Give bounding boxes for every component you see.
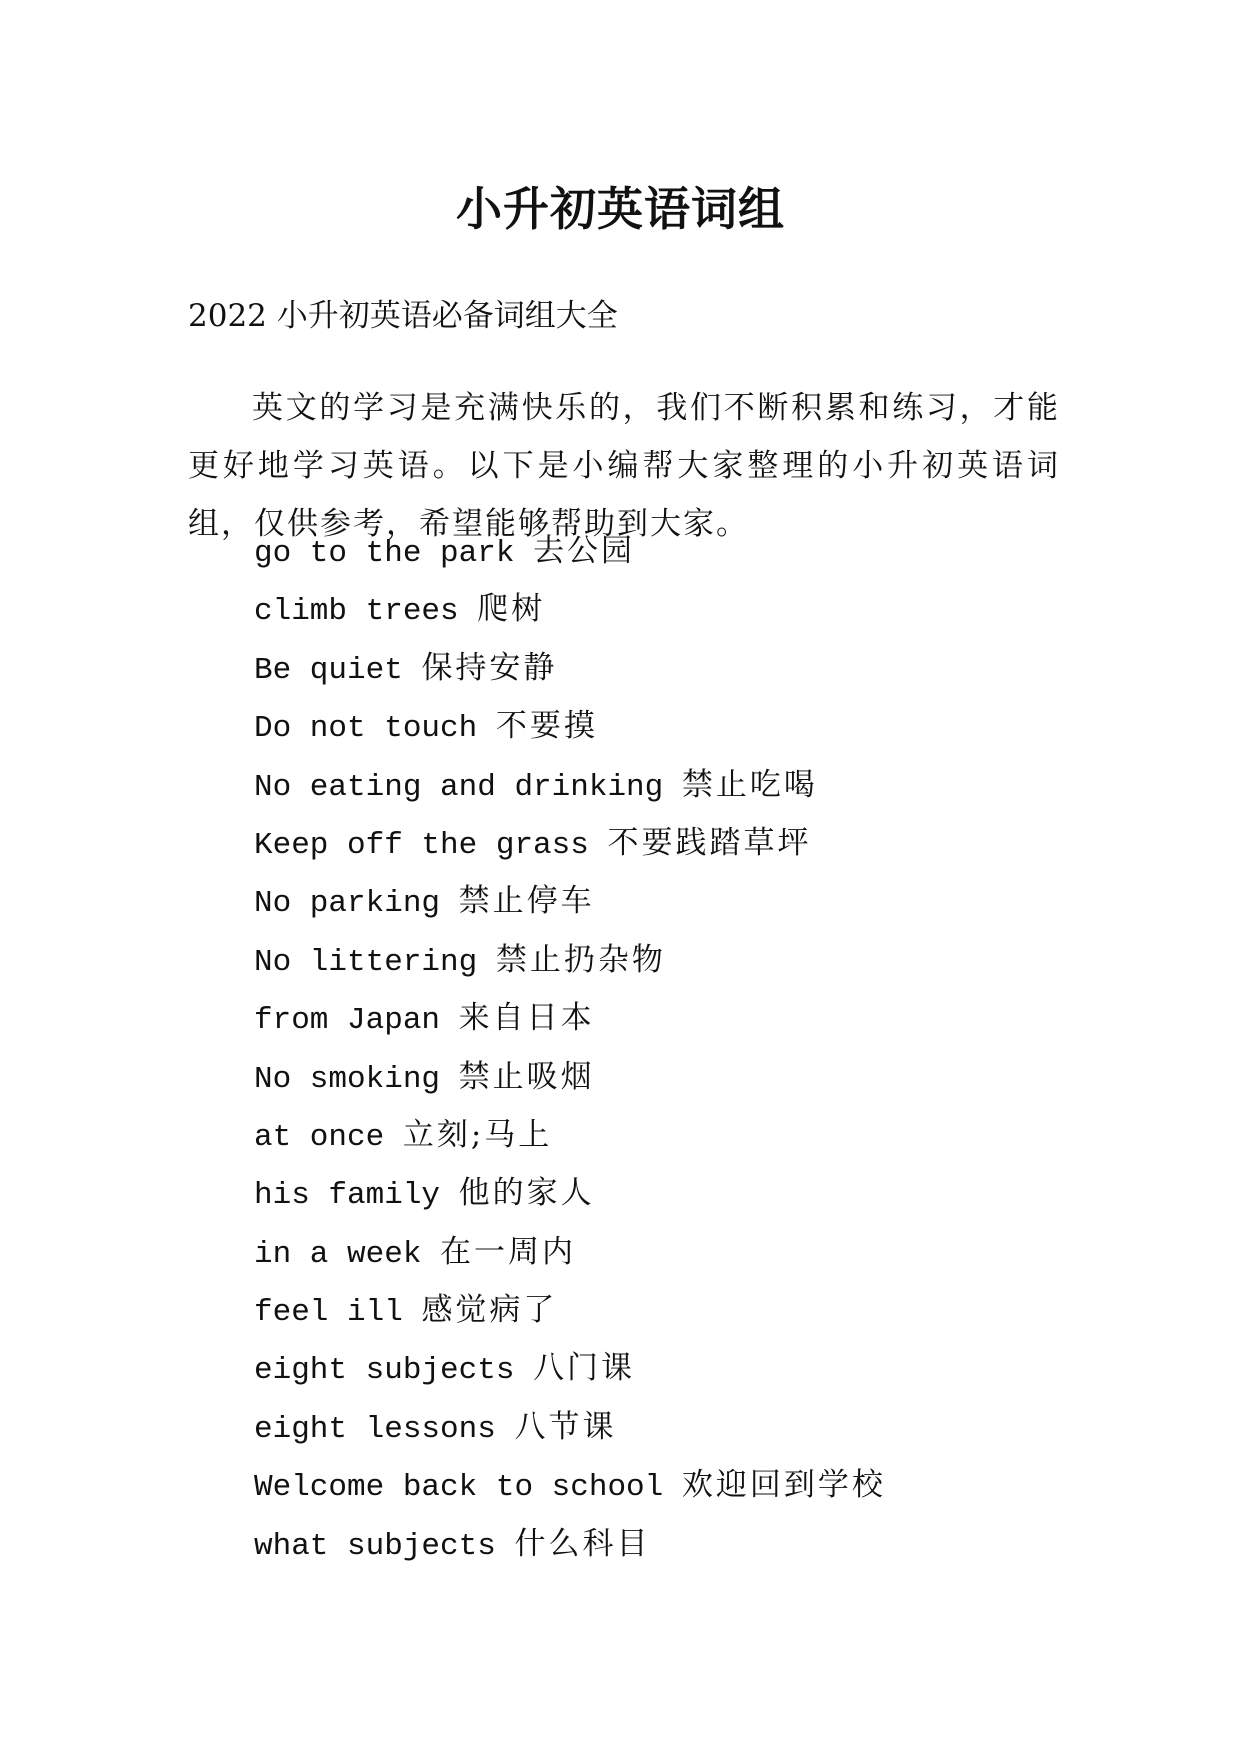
- phrase-item: [254, 1106, 886, 1164]
- phrase-chinese: 立刻;马上: [402, 1116, 553, 1153]
- phrase-chinese: 去公园: [533, 533, 636, 569]
- phrase-item: [254, 1164, 886, 1222]
- document-title: 小升初英语词组: [456, 181, 785, 236]
- document-subtitle: 2022 小升初英语必备词组大全: [188, 298, 618, 334]
- phrase-chinese: 禁止吸烟: [458, 1058, 595, 1095]
- phrase-english: climb trees: [254, 594, 459, 630]
- phrase-english: from Japan: [254, 1003, 441, 1039]
- phrase-item: [254, 639, 886, 697]
- phrase-list: [254, 522, 886, 1573]
- phrase-item: [254, 1048, 886, 1106]
- phrase-item: [254, 522, 886, 580]
- phrase-chinese: 在一周内: [440, 1233, 577, 1270]
- phrase-english: Welcome back to school: [254, 1470, 664, 1506]
- phrase-item: [254, 580, 886, 638]
- intro-paragraph: 英文的学习是充满快乐的，我们不断积累和练习，才能更好地学习英语。以下是小编帮大家整理的小升初英语词组，仅供参考，希望能够帮助到大家。: [188, 390, 1060, 542]
- phrase-chinese: 欢迎回到学校: [681, 1467, 886, 1504]
- phrase-english: his family: [254, 1178, 441, 1214]
- phrase-item: [254, 1223, 886, 1281]
- phrase-chinese: 保持安静: [421, 649, 558, 686]
- phrase-item: [254, 1398, 886, 1456]
- phrase-item: [254, 1515, 886, 1573]
- phrase-english: in a week: [254, 1236, 422, 1272]
- phrase-item: [254, 697, 886, 755]
- phrase-english: No smoking: [254, 1061, 441, 1097]
- phrase-chinese: 禁止吃喝: [681, 766, 818, 803]
- phrase-item: [254, 989, 886, 1047]
- phrase-english: Do not touch: [254, 711, 478, 747]
- phrase-chinese: 不要摸: [495, 708, 598, 745]
- phrase-chinese: 禁止停车: [458, 883, 595, 920]
- phrase-chinese: 八门课: [533, 1350, 636, 1387]
- phrase-item: [254, 1281, 886, 1339]
- phrase-english: at once: [254, 1119, 385, 1155]
- phrase-item: [254, 1339, 886, 1397]
- phrase-item: [254, 872, 886, 930]
- phrase-english: eight subjects: [254, 1353, 515, 1389]
- phrase-chinese: 感觉病了: [421, 1292, 558, 1329]
- phrase-english: go to the park: [254, 536, 515, 571]
- phrase-item: [254, 1456, 886, 1514]
- phrase-english: eight lessons: [254, 1411, 496, 1447]
- phrase-english: what subjects: [254, 1528, 496, 1564]
- phrase-item: [254, 814, 886, 872]
- phrase-english: No parking: [254, 886, 441, 922]
- phrase-english: feel ill: [254, 1295, 403, 1331]
- phrase-english: No eating and drinking: [254, 769, 664, 805]
- phrase-chinese: 不要践踏草坪: [607, 824, 812, 861]
- phrase-chinese: 爬树: [477, 591, 546, 628]
- phrase-chinese: 禁止扔杂物: [495, 941, 666, 978]
- phrase-item: [254, 756, 886, 814]
- phrase-english: Keep off the grass: [254, 827, 589, 863]
- phrase-english: Be quiet: [254, 652, 403, 688]
- phrase-chinese: 八节课: [514, 1408, 617, 1445]
- phrase-chinese: 什么科目: [514, 1525, 651, 1562]
- phrase-chinese: 来自日本: [458, 1000, 595, 1037]
- phrase-item: [254, 931, 886, 989]
- phrase-english: No littering: [254, 944, 478, 980]
- phrase-chinese: 他的家人: [458, 1175, 595, 1212]
